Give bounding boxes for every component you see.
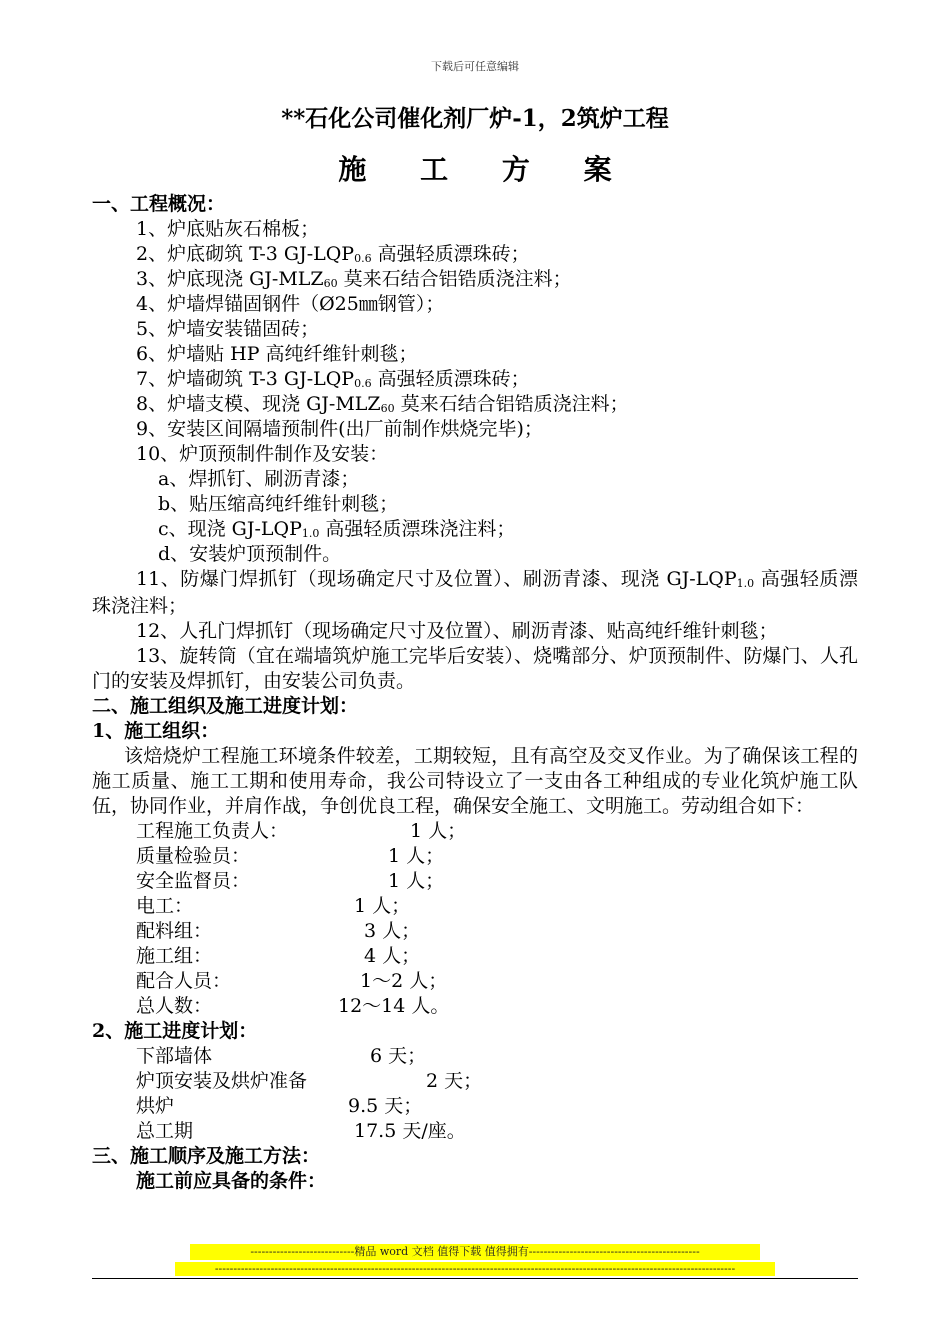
staff-label: 电工：	[136, 895, 194, 917]
staff-label: 施工组：	[136, 945, 213, 967]
footer-rule	[92, 1278, 858, 1279]
overview-subitem-2	[92, 492, 858, 517]
staff-row	[92, 919, 858, 944]
subsection-heading-conditions: 施工前应具备的条件：	[136, 1170, 327, 1192]
schedule-label: 下部墙体	[136, 1045, 213, 1067]
staff-label: 配料组：	[136, 920, 213, 942]
overview-item-1	[92, 217, 858, 242]
overview-item-13: 13、旋转筒（宜在端墙筑炉施工完毕后安装）、烧嘴部分、炉顶预制件、防爆门、人孔门的安装及焊抓钉，由安装公司负责。	[92, 645, 858, 692]
schedule-label: 总工期	[136, 1120, 194, 1142]
overview-item-text-suffix: 莫来石结合铝锆质浇注料；	[337, 268, 572, 290]
schedule-row	[92, 1119, 858, 1144]
overview-subitem-4	[92, 542, 858, 567]
schedule-label: 烘炉	[136, 1095, 175, 1117]
footer-banner: ----------------------------精品 word 文档 值得下载 值得拥有----------------------------------------------	[190, 1244, 760, 1260]
overview-item-text: 7、炉墙砌筑 T-3 GJ-LQP	[136, 368, 355, 390]
overview-item-subscript: 0.6	[354, 377, 372, 390]
staff-row	[92, 944, 858, 969]
staff-label: 总人数：	[136, 995, 213, 1017]
staff-value: 1 人；	[410, 820, 467, 842]
overview-item-text-suffix: 高强轻质漂珠砖；	[371, 368, 530, 390]
overview-subitem-text: b、贴压缩高纯纤维针刺毯；	[158, 493, 399, 515]
schedule-value: 17.5 天/座。	[354, 1120, 466, 1142]
section-heading-overview: 一、工程概况：	[92, 193, 226, 215]
overview-item-text: 10、炉顶预制件制作及安装：	[136, 443, 389, 465]
staff-value: 1～2 人；	[360, 970, 448, 992]
overview-item-subscript: 60	[380, 402, 395, 415]
staff-label: 配合人员：	[136, 970, 232, 992]
overview-item-2	[92, 242, 858, 267]
overview-item-text: 3、炉底现浇 GJ-MLZ	[136, 268, 324, 290]
overview-item-text: 8、炉墙支模、现浇 GJ-MLZ	[136, 393, 381, 415]
overview-item-5	[92, 317, 858, 342]
overview-item-6	[92, 342, 858, 367]
footer-dashes: --------------------------------------------------------------------------------------------------------------------------------------------	[175, 1262, 775, 1276]
header-note: 下载后可任意编辑	[431, 60, 519, 73]
overview-item-text: 5、炉墙安装锚固砖；	[136, 318, 320, 340]
overview-item-3	[92, 267, 858, 292]
section-heading-organization: 二、施工组织及施工进度计划：	[92, 695, 359, 717]
organization-paragraph: 该焙烧炉工程施工环境条件较差，工期较短，且有高空及交叉作业。为了确保该工程的施工质量、施工工期和使用寿命，我公司特设立了一支由各工种组成的专业化筑炉施工队伍，协同作业，并肩作战，争创优良工程，确保安全施工、文明施工。劳动组合如下：	[92, 745, 858, 817]
staff-value: 4 人；	[364, 945, 421, 967]
document-subtitle: 施 工 方 案	[338, 153, 634, 186]
overview-item-7	[92, 367, 858, 392]
overview-item-text: 4、炉墙焊锚固钢件（Ø25㎜钢管）；	[136, 293, 445, 315]
overview-subitem-text-suffix: 高强轻质漂珠浇注料；	[319, 518, 516, 540]
schedule-list	[92, 1044, 858, 1144]
subsection-heading-schedule: 2、施工进度计划：	[92, 1020, 258, 1042]
staff-value: 1 人；	[354, 895, 411, 917]
overview-item-12: 12、人孔门焊抓钉（现场确定尺寸及位置）、刷沥青漆、贴高纯纤维针刺毯；	[136, 620, 778, 642]
staff-row	[92, 894, 858, 919]
overview-subitem-text: a、焊抓钉、刷沥青漆；	[158, 468, 360, 490]
overview-list	[92, 217, 858, 467]
overview-item-9	[92, 417, 858, 442]
schedule-row	[92, 1094, 858, 1119]
overview-item-11: 11、防爆门焊抓钉（现场确定尺寸及位置）、刷沥青漆、现浇 $GJ-LQP_{1.0}$ 高强轻质漂珠浇注料；	[92, 568, 858, 617]
overview-item-4	[92, 292, 858, 317]
overview-item-text: 1、炉底贴灰石棉板；	[136, 218, 320, 240]
overview-item-text: 2、炉底砌筑 T-3 GJ-LQP	[136, 243, 355, 265]
staff-label: 质量检验员：	[136, 845, 251, 867]
schedule-label: 炉顶安装及烘炉准备	[136, 1070, 308, 1092]
overview-item-subscript: 0.6	[354, 252, 372, 265]
staff-value: 12～14 人。	[338, 995, 450, 1017]
staff-label: 工程施工负责人：	[136, 820, 289, 842]
staff-row	[92, 819, 858, 844]
overview-item-10	[92, 442, 858, 467]
schedule-value: 9.5 天；	[348, 1095, 423, 1117]
schedule-value: 6 天；	[370, 1045, 427, 1067]
overview-sublist	[92, 467, 858, 567]
document-body	[92, 192, 858, 1194]
overview-subitem-text: c、现浇 GJ-LQP	[158, 518, 302, 540]
staff-value: 1 人；	[388, 845, 445, 867]
overview-subitem-subscript: 1.0	[301, 527, 320, 540]
overview-subitem-3	[92, 517, 858, 542]
overview-item-subscript: 60	[323, 277, 338, 290]
subsection-heading-organization: 1、施工组织：	[92, 720, 220, 742]
schedule-value: 2 天；	[426, 1070, 483, 1092]
section-heading-procedure: 三、施工顺序及施工方法：	[92, 1145, 321, 1167]
staff-row	[92, 969, 858, 994]
document-title: **石化公司催化剂厂炉-1，2筑炉工程	[281, 105, 669, 132]
staff-row	[92, 994, 858, 1019]
staff-value: 3 人；	[364, 920, 421, 942]
schedule-row	[92, 1069, 858, 1094]
staff-row	[92, 844, 858, 869]
overview-item-text-suffix: 莫来石结合铝锆质浇注料；	[394, 393, 629, 415]
overview-item-text-suffix: 高强轻质漂珠砖；	[371, 243, 530, 265]
overview-item-text: 6、炉墙贴 HP 高纯纤维针刺毯；	[136, 343, 418, 365]
staff-value: 1 人；	[388, 870, 445, 892]
staff-row	[92, 869, 858, 894]
overview-item-text: 9、安装区间隔墙预制件(出厂前制作烘烧完毕)；	[136, 418, 543, 440]
staff-label: 安全监督员：	[136, 870, 251, 892]
overview-subitem-1	[92, 467, 858, 492]
staff-list	[92, 819, 858, 1019]
overview-item-8	[92, 392, 858, 417]
schedule-row	[92, 1044, 858, 1069]
overview-subitem-text: d、安装炉顶预制件。	[158, 543, 342, 565]
